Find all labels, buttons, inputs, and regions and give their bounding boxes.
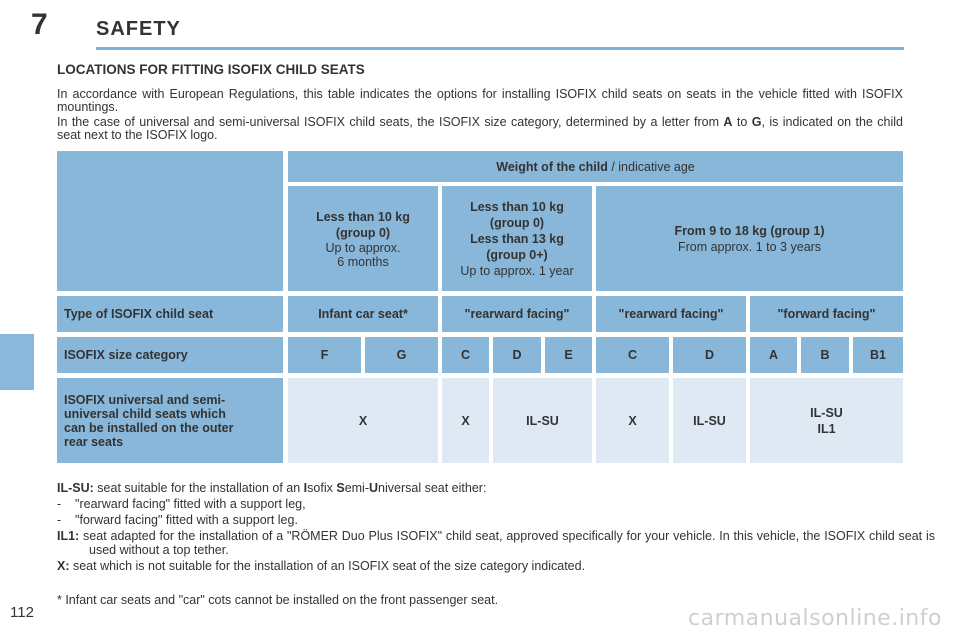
note-il1: IL1: seat adapted for the installation of a "RÖMER Duo Plus ISOFIX" child seat, approved specifically for your vehicle. In this vehicle, the ISOFIX child seat is used without a top tether. [57,529,935,557]
page-number: 112 [10,604,34,621]
group-header-cell: Less than 10 kg (group 0) Less than 13 kg (group 0+) Up to approx. 1 year [442,186,592,291]
side-tab [0,334,34,390]
type-cell: "rearward facing" [442,296,592,332]
note-bullet-1: - "rearward facing" fitted with a support leg, [57,497,306,511]
watermark: carmanualsonline.info [688,606,942,631]
size-cell: A [750,337,797,373]
size-cell: B [801,337,849,373]
size-cell: G [365,337,438,373]
note-ilsu: IL-SU: seat suitable for the installation of an Isofix Semi-Universal seat either: [57,481,487,495]
type-cell: "forward facing" [750,296,903,332]
chapter-number: 7 [31,8,48,41]
size-cell: C [596,337,669,373]
size-cell: D [673,337,746,373]
size-cell: E [545,337,592,373]
note-x: X: seat which is not suitable for the installation of an ISOFIX seat of the size category indicated. [57,559,586,573]
size-cell: B1 [853,337,903,373]
seat-value-cell: X [442,378,489,463]
seat-row-label: ISOFIX universal and semi- universal child seats which can be installed on the outer rear seats [57,378,283,463]
footnote: * Infant car seats and "car" cots cannot be installed on the front passenger seat. [57,593,499,607]
intro-paragraph-1: In accordance with European Regulations, this table indicates the options for installing ISOFIX child seats on seats in the vehicle fitted with ISOFIX mountings. [57,87,903,114]
size-cell: F [288,337,361,373]
size-row-label: ISOFIX size category [57,337,283,373]
size-cell: D [493,337,541,373]
seat-value-cell: IL-SU [673,378,746,463]
group-header-cell: Less than 10 kg (group 0) Up to approx. 6 months [288,186,438,291]
type-row-label: Type of ISOFIX child seat [57,296,283,332]
intro-paragraph-2: In the case of universal and semi-universal ISOFIX child seats, the ISOFIX size category, determined by a letter from A to G, is indicated on the child seat next to the ISOFIX logo. [57,115,903,142]
seat-value-cell: X [288,378,438,463]
seat-value-cell: X [596,378,669,463]
chapter-rule [96,47,904,50]
seat-value-cell: IL-SU IL1 [750,378,903,463]
weight-header-cell: Weight of the child / indicative age [288,151,903,182]
note-bullet-2: - "forward facing" fitted with a support leg. [57,513,298,527]
size-cell: C [442,337,489,373]
group-header-cell: From 9 to 18 kg (group 1) From approx. 1 to 3 years [596,186,903,291]
section-title: LOCATIONS FOR FITTING ISOFIX CHILD SEATS [57,62,365,77]
chapter-title: SAFETY [96,18,181,40]
table-corner-cell [57,151,283,291]
type-cell: "rearward facing" [596,296,746,332]
seat-value-cell: IL-SU [493,378,592,463]
type-cell: Infant car seat* [288,296,438,332]
